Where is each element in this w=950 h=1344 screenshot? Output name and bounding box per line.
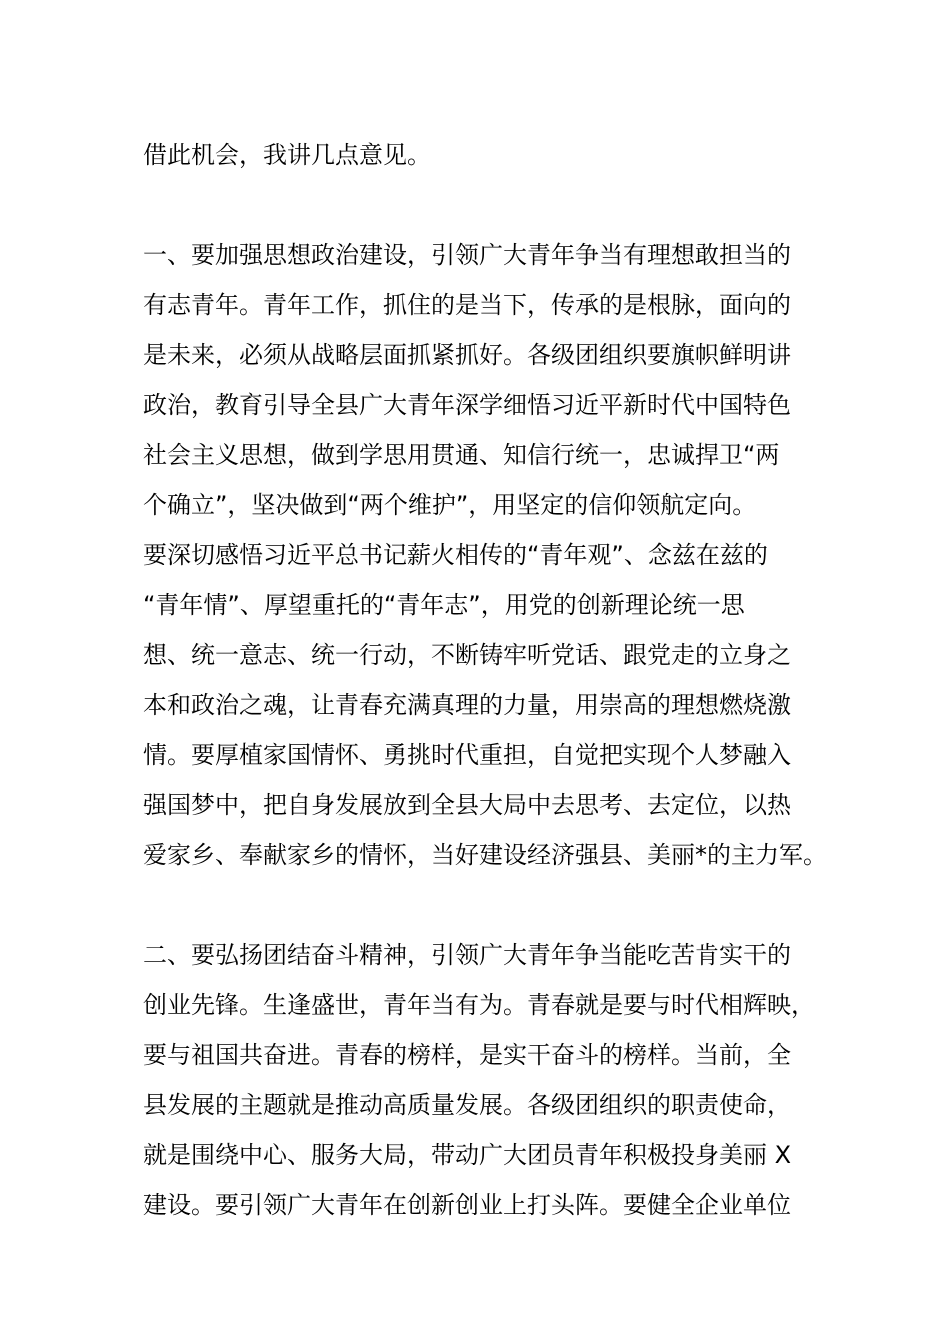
paragraph-intro (143, 130, 823, 180)
text-line: 是未来，必须从战略层面抓紧抓好。各级团组织要旗帜鲜明讲 (143, 341, 791, 369)
paragraph-section-1 (143, 230, 827, 880)
text-line: 县发展的主题就是推动高质量发展。各级团组织的职责使命， (143, 1091, 791, 1119)
text-line: 建设。要引领广大青年在创新创业上打头阵。要健全企业单位 (143, 1191, 791, 1219)
paragraph-section-2 (143, 930, 823, 1230)
text-line: 爱家乡、奉献家乡的情怀，当好建设经济强县、美丽*的主力军。 (143, 841, 827, 869)
text-line: 强国梦中，把自身发展放到全县大局中去思考、去定位，以热 (143, 791, 791, 819)
text-line: 就是围绕中心、服务大局，带动广大团员青年积极投身美丽 X (143, 1141, 792, 1169)
text-line: 创业先锋。生逢盛世，青年当有为。青春就是要与时代相辉映， (143, 991, 815, 1019)
text-line: 一、要加强思想政治建设，引领广大青年争当有理想敢担当的 (143, 241, 791, 269)
text-line: “青年情”、厚望重托的“青年志”，用党的创新理论统一思 (143, 591, 745, 619)
paragraph-gap (143, 180, 823, 230)
text-line: 情。要厚植家国情怀、勇挑时代重担，自觉把实现个人梦融入 (143, 741, 791, 769)
text-line: 社会主义思想，做到学思用贯通、知信行统一，忠诚捍卫“两 (143, 441, 780, 469)
text-line: 要与祖国共奋进。青春的榜样，是实干奋斗的榜样。当前，全 (143, 1041, 791, 1069)
text-line: 要深切感悟习近平总书记薪火相传的“青年观”、念兹在兹的 (143, 541, 768, 569)
text-line: 本和政治之魂，让青春充满真理的力量，用崇高的理想燃烧激 (143, 691, 791, 719)
text-line: 二、要弘扬团结奋斗精神，引领广大青年争当能吃苦肯实干的 (143, 941, 791, 969)
paragraph-gap (143, 880, 823, 930)
text-line: 借此机会，我讲几点意见。 (143, 141, 431, 169)
text-line: 有志青年。青年工作，抓住的是当下，传承的是根脉，面向的 (143, 291, 791, 319)
text-line: 个确立”，坚决做到“两个维护”，用坚定的信仰领航定向。 (143, 491, 757, 519)
document-body (143, 130, 827, 1230)
text-line: 政治，教育引导全县广大青年深学细悟习近平新时代中国特色 (143, 391, 791, 419)
text-line: 想、统一意志、统一行动，不断铸牢听党话、跟党走的立身之 (143, 641, 791, 669)
